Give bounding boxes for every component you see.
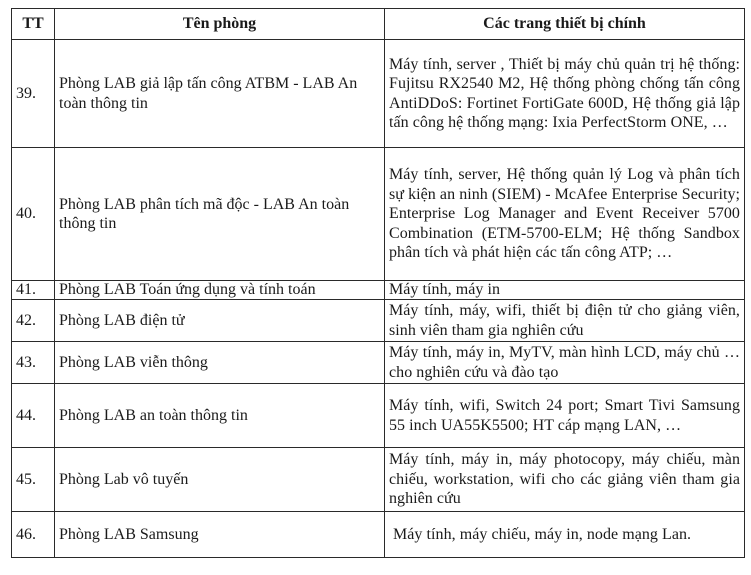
room-name: Phòng LAB viễn thông: [55, 342, 385, 384]
room-equipment: Máy tính, wifi, Switch 24 port; Smart Tivi Samsung 55 inch UA55K5500; HT cáp mạng LAN, …: [385, 384, 745, 448]
table-row: [12, 384, 745, 448]
table-row: [12, 148, 745, 281]
header-room-name: Tên phòng: [55, 9, 385, 40]
table-row: [12, 448, 745, 512]
row-number: 39.: [12, 40, 55, 148]
row-number: 41.: [12, 281, 55, 300]
table-row: [12, 512, 745, 558]
header-tt: TT: [12, 9, 55, 40]
row-number: 40.: [12, 148, 55, 281]
header-equipment: Các trang thiết bị chính: [385, 9, 745, 40]
room-name: Phòng LAB Toán ứng dụng và tính toán: [55, 281, 385, 300]
room-name: Phòng LAB giả lập tấn công ATBM - LAB An toàn thông tin: [55, 40, 385, 148]
room-equipment: Máy tính, máy in: [385, 281, 745, 300]
table-header-row: [12, 9, 745, 40]
room-name: Phòng LAB phân tích mã độc - LAB An toàn thông tin: [55, 148, 385, 281]
table-row: [12, 300, 745, 342]
room-equipment: Máy tính, máy, wifi, thiết bị điện tử cho giảng viên, sinh viên tham gia nghiên cứu: [385, 300, 745, 342]
room-equipment: Máy tính, máy in, máy photocopy, máy chiếu, màn chiếu, workstation, wifi cho các giảng viên tham gia nghiên cứu: [385, 448, 745, 512]
table-row: [12, 342, 745, 384]
row-number: 43.: [12, 342, 55, 384]
row-number: 45.: [12, 448, 55, 512]
room-name: Phòng LAB Samsung: [55, 512, 385, 558]
room-name: Phòng Lab vô tuyến: [55, 448, 385, 512]
table-row: [12, 40, 745, 148]
table-row: [12, 281, 745, 300]
row-number: 46.: [12, 512, 55, 558]
room-name: Phòng LAB an toàn thông tin: [55, 384, 385, 448]
room-equipment: Máy tính, máy chiếu, máy in, node mạng Lan.: [385, 512, 745, 558]
room-equipment: Máy tính, server , Thiết bị máy chủ quản trị hệ thống: Fujitsu RX2540 M2, Hệ thống phòng chống tấn công AntiDDoS: Fortinet FortiGate 600D, Hệ thống giả lập tấn công hệ thống mạng: Ixia PerfectStorm ONE, …: [385, 40, 745, 148]
row-number: 42.: [12, 300, 55, 342]
room-equipment: Máy tính, server, Hệ thống quản lý Log và phân tích sự kiện an ninh (SIEM) - McAfee Enterprise Security; Enterprise Log Manager and Event Receiver 5700 Combination (ETM-5700-ELM; Hệ thống Sandbox phân tích và phát hiện các tấn công ATP; …: [385, 148, 745, 281]
room-equipment: Máy tính, máy in, MyTV, màn hình LCD, máy chủ … cho nghiên cứu và đào tạo: [385, 342, 745, 384]
room-name: Phòng LAB điện tử: [55, 300, 385, 342]
row-number: 44.: [12, 384, 55, 448]
lab-equipment-table: [11, 8, 745, 558]
